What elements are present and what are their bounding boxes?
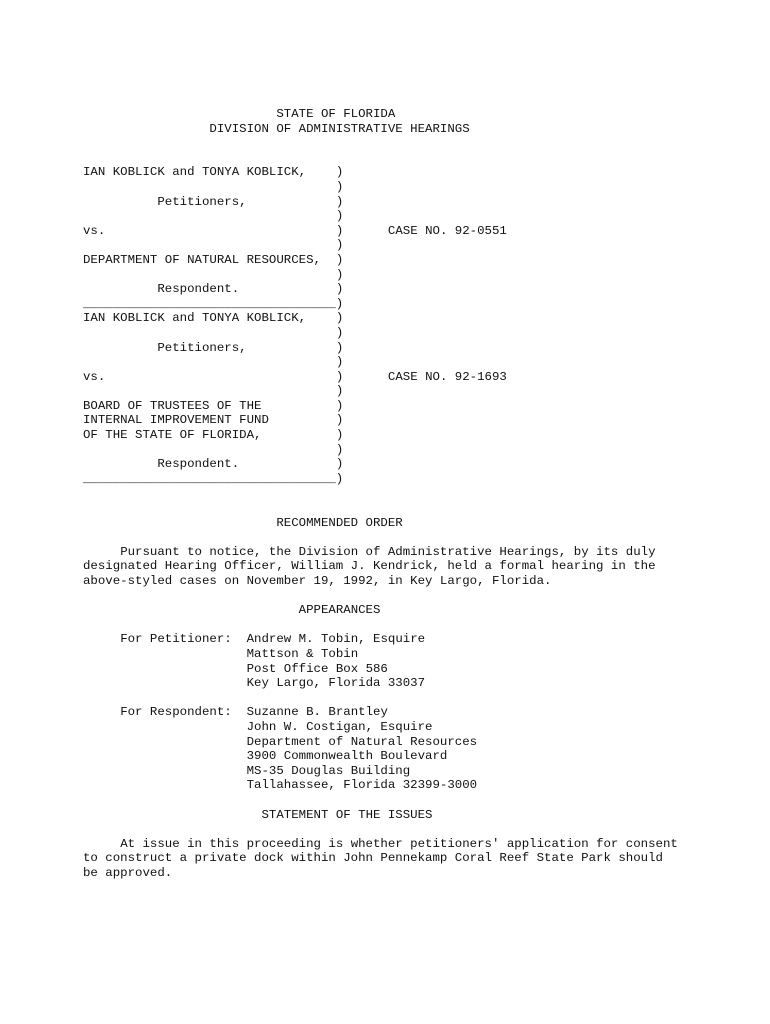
issues-paragraph-line: At issue in this proceeding is whether petitioners' application for consent xyxy=(120,836,678,851)
caption-paren: ) xyxy=(335,311,344,326)
case2-respondent-line1: BOARD OF TRUSTEES OF THE xyxy=(83,398,262,413)
case2-case-number: CASE NO. 92-1693 xyxy=(387,369,507,384)
case2-petitioners-name: IAN KOBLICK and TONYA KOBLICK, xyxy=(83,311,307,326)
caption-pad xyxy=(83,180,336,194)
case1-petitioners-role: Petitioners, xyxy=(157,194,247,209)
indent xyxy=(83,632,120,646)
case2-respondent-line3: OF THE STATE OF FLORIDA, xyxy=(83,428,262,443)
caption-pad xyxy=(83,457,157,471)
case1-petitioners-name: IAN KOBLICK and TONYA KOBLICK, xyxy=(83,165,307,180)
caption-pad xyxy=(239,457,336,471)
petitioner-counsel-line: Andrew M. Tobin, Esquire xyxy=(246,632,426,647)
caption-paren: ) xyxy=(335,238,344,253)
case2-respondent-role: Respondent. xyxy=(157,457,240,472)
caption-pad xyxy=(83,268,336,282)
caption-pad xyxy=(306,311,336,325)
indent xyxy=(83,749,247,763)
caption-pad xyxy=(83,238,336,252)
case2-respondent-line2: INTERNAL IMPROVEMENT FUND xyxy=(83,413,269,428)
case1-case-number: CASE NO. 92-0551 xyxy=(387,223,507,238)
caption-pad xyxy=(83,195,157,209)
indent xyxy=(232,705,247,719)
respondent-counsel-line: Department of Natural Resources xyxy=(246,734,478,749)
indent xyxy=(83,720,247,734)
caption-paren: ) xyxy=(335,165,344,180)
caption-pad xyxy=(269,413,336,427)
caption-pad xyxy=(83,341,157,355)
caption-pad xyxy=(343,370,388,384)
case1-respondent-role: Respondent. xyxy=(157,282,240,297)
respondent-counsel-line: Tallahassee, Florida 32399-3000 xyxy=(246,778,478,793)
caption-paren: ) xyxy=(335,413,344,428)
notice-paragraph-line: Pursuant to notice, the Division of Administrative Hearings, by its duly xyxy=(120,544,656,559)
notice-paragraph-line: above-styled cases on November 19, 1992, in Key Largo, Florida. xyxy=(83,574,552,588)
caption-pad xyxy=(83,209,336,223)
recommended-order-title: RECOMMENDED ORDER xyxy=(276,515,403,530)
caption-paren: ) xyxy=(335,325,344,340)
indent xyxy=(83,662,247,676)
indent xyxy=(83,676,247,690)
respondent-label: For Respondent: xyxy=(120,705,232,720)
notice-paragraph-line: designated Hearing Officer, William J. Kendrick, held a formal hearing in the xyxy=(83,559,656,574)
caption-paren: ) xyxy=(335,428,344,443)
appearances-title: APPEARANCES xyxy=(298,603,381,618)
caption-paren: ) xyxy=(335,398,344,413)
indent xyxy=(83,808,261,822)
respondent-counsel-line: 3900 Commonwealth Boulevard xyxy=(246,749,448,764)
petitioner-counsel-line: Mattson & Tobin xyxy=(246,646,359,661)
caption-paren: ) xyxy=(335,252,344,267)
indent xyxy=(83,107,276,121)
caption-pad xyxy=(261,428,335,442)
caption-paren: ) xyxy=(335,457,344,472)
caption-pad xyxy=(83,384,336,398)
caption-rule: __________________________________) xyxy=(83,471,344,486)
caption-pad xyxy=(83,355,336,369)
respondent-counsel-line: Suzanne B. Brantley xyxy=(246,705,388,720)
respondent-counsel-line: MS-35 Douglas Building xyxy=(246,763,411,778)
caption-pad xyxy=(343,224,388,238)
indent xyxy=(83,122,209,136)
petitioner-counsel-line: Post Office Box 586 xyxy=(246,661,388,676)
indent xyxy=(83,516,276,530)
caption-pad xyxy=(105,370,336,384)
caption-paren: ) xyxy=(335,179,344,194)
caption-rule: __________________________________) xyxy=(83,296,344,311)
case1-versus: vs. xyxy=(83,223,106,238)
caption-pad xyxy=(321,253,336,267)
caption-pad xyxy=(306,165,336,179)
case2-petitioners-role: Petitioners, xyxy=(157,340,247,355)
caption-paren: ) xyxy=(335,442,344,457)
indent xyxy=(83,603,299,617)
petitioner-label: For Petitioner: xyxy=(120,632,232,647)
petitioner-counsel-line: Key Largo, Florida 33037 xyxy=(246,676,426,691)
caption-paren: ) xyxy=(335,355,344,370)
caption-pad xyxy=(239,282,336,296)
indent xyxy=(83,705,120,719)
caption-paren: ) xyxy=(335,223,344,238)
indent xyxy=(83,778,247,792)
header-division: DIVISION OF ADMINISTRATIVE HEARINGS xyxy=(209,121,470,136)
indent xyxy=(83,647,247,661)
case2-versus: vs. xyxy=(83,369,106,384)
case1-respondent-name: DEPARTMENT OF NATURAL RESOURCES, xyxy=(83,252,321,267)
caption-pad xyxy=(83,282,157,296)
issues-paragraph-line: be approved. xyxy=(83,865,173,880)
indent xyxy=(232,632,247,646)
recommended-order-document xyxy=(83,107,678,880)
caption-paren: ) xyxy=(335,267,344,282)
indent xyxy=(83,545,120,559)
caption-pad xyxy=(247,341,336,355)
respondent-counsel-line: John W. Costigan, Esquire xyxy=(246,719,433,734)
caption-paren: ) xyxy=(335,209,344,224)
caption-paren: ) xyxy=(335,340,344,355)
caption-pad xyxy=(83,326,336,340)
caption-paren: ) xyxy=(335,369,344,384)
caption-paren: ) xyxy=(335,194,344,209)
indent xyxy=(83,764,247,778)
caption-pad xyxy=(247,195,336,209)
header-state: STATE OF FLORIDA xyxy=(276,107,396,121)
caption-pad xyxy=(261,399,335,413)
indent xyxy=(83,735,247,749)
issues-paragraph-line: to construct a private dock within John Pennekamp Coral Reef State Park should xyxy=(83,851,663,866)
caption-pad xyxy=(105,224,336,238)
caption-paren: ) xyxy=(335,282,344,297)
indent xyxy=(83,837,120,851)
issues-title: STATEMENT OF THE ISSUES xyxy=(261,807,433,822)
caption-paren: ) xyxy=(335,384,344,399)
caption-pad xyxy=(83,443,336,457)
